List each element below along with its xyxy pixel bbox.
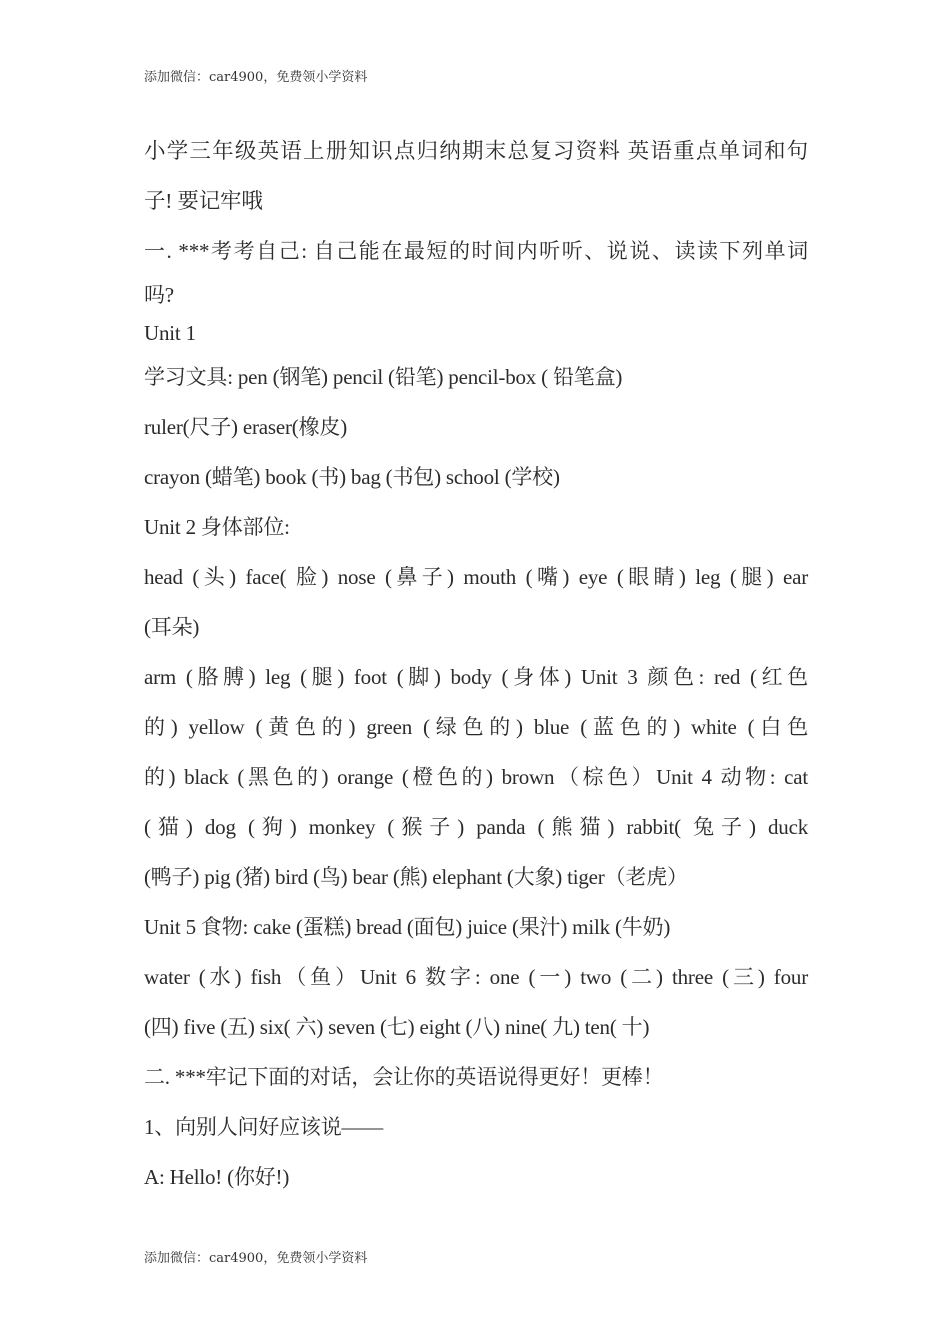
- section-1-heading-line-1: 一. ***考考自己: 自己能在最短的时间内听听、说说、读读下列单词: [144, 239, 808, 263]
- text-line: (鸭子) pig (猪) bird (鸟) bear (熊) elephant (大象) tiger（老虎）: [144, 865, 688, 889]
- document-body: [144, 126, 808, 1202]
- text-line: water (水) fish（鱼）Unit 6 数字: one (一) two (二) three (三) four: [144, 965, 808, 989]
- text-line: Unit 5 食物: cake (蛋糕) bread (面包) juice (果汁) milk (牛奶): [144, 915, 671, 939]
- text-line: 的) black (黑色的) orange (橙色的) brown（棕色）Unit 4 动物: cat: [144, 765, 808, 789]
- text-line: 的) yellow (黄色的) green (绿色的) blue (蓝色的) white (白色: [144, 715, 808, 739]
- text-line: (四) five (五) six( 六) seven (七) eight (八) nine( 九) ten( 十): [144, 1015, 650, 1039]
- text-line: 1、向别人问好应该说——: [144, 1115, 384, 1139]
- unit-2-heading: Unit 2 身体部位:: [144, 515, 290, 539]
- text-line: arm (胳膊) leg (腿) foot (脚) body (身体) Unit 3 颜色: red (红色: [144, 665, 808, 689]
- unit-1-heading: Unit 1: [144, 321, 196, 345]
- page-header-note: 添加微信：car4900，免费领小学资料: [144, 70, 368, 85]
- text-line: (耳朵): [144, 615, 200, 639]
- text-line: crayon (蜡笔) book (书) bag (书包) school (学校): [144, 465, 560, 489]
- title-line-1: 小学三年级英语上册知识点归纳期末总复习资料 英语重点单词和句: [144, 139, 808, 163]
- text-line: ruler(尺子) eraser(橡皮): [144, 415, 347, 439]
- text-line: 学习文具: pen (钢笔) pencil (铅笔) pencil-box ( 铅笔盒): [144, 365, 623, 389]
- text-line: head (头) face( 脸) nose (鼻子) mouth (嘴) eye (眼睛) leg (腿) ear: [144, 565, 808, 589]
- page-footer-note: 添加微信：car4900，免费领小学资料: [144, 1251, 368, 1266]
- text-line: (猫) dog (狗) monkey (猴子) panda (熊猫) rabbit( 兔子) duck: [144, 815, 808, 839]
- dialogue-line: A: Hello! (你好!): [144, 1165, 290, 1189]
- section-1-heading-line-2: 吗?: [144, 283, 174, 307]
- title-line-2: 子! 要记牢哦: [144, 189, 263, 213]
- section-2-heading: 二. ***牢记下面的对话，会让你的英语说得更好！更棒！: [144, 1065, 664, 1089]
